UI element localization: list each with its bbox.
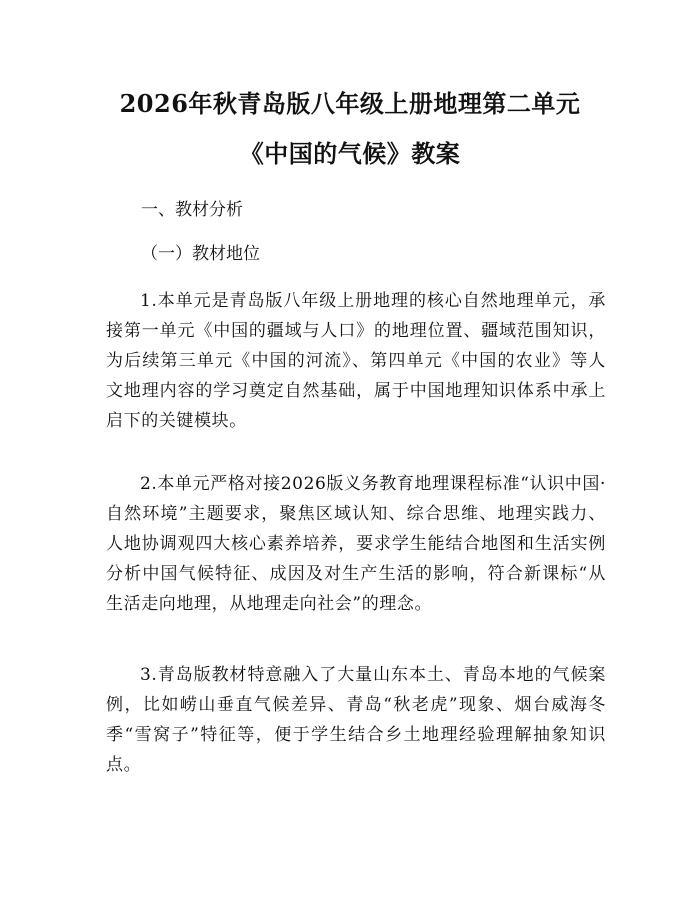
paragraph-1: 1.本单元是青岛版八年级上册地理的核心自然地理单元，承接第一单元《中国的疆域与人口》的地理位置、疆域范围知识，为后续第三单元《中国的河流》、第四单元《中国的农业》等人文地理内容的学习奠定自然基础，属于中国地理知识体系中承上启下的关键模块。	[106, 291, 606, 431]
section-heading: 一、教材分析	[141, 200, 243, 220]
paragraph-2: 2.本单元严格对接2026版义务教育地理课程标准“认识中国·自然环境”主题要求，聚焦区域认知、综合思维、地理实践力、人地协调观四大核心素养培养，要求学生能结合地图和生活实例分析中国气候特征、成因及对生产生活的影响，符合新课标“从生活走向地理，从地理走向社会”的理念。	[106, 474, 606, 614]
paragraph-3: 3.青岛版教材特意融入了大量山东本土、青岛本地的气候案例，比如崂山垂直气候差异、青岛“秋老虎”现象、烟台威海冬季“雪窝子”特征等，便于学生结合乡土地理经验理解抽象知识点。	[106, 665, 606, 775]
subsection-heading: （一）教材地位	[141, 244, 260, 264]
document-title-line-2: 《中国的气候》教案	[239, 139, 461, 168]
document-title-line-1: 2026年秋青岛版八年级上册地理第二单元	[119, 89, 581, 118]
